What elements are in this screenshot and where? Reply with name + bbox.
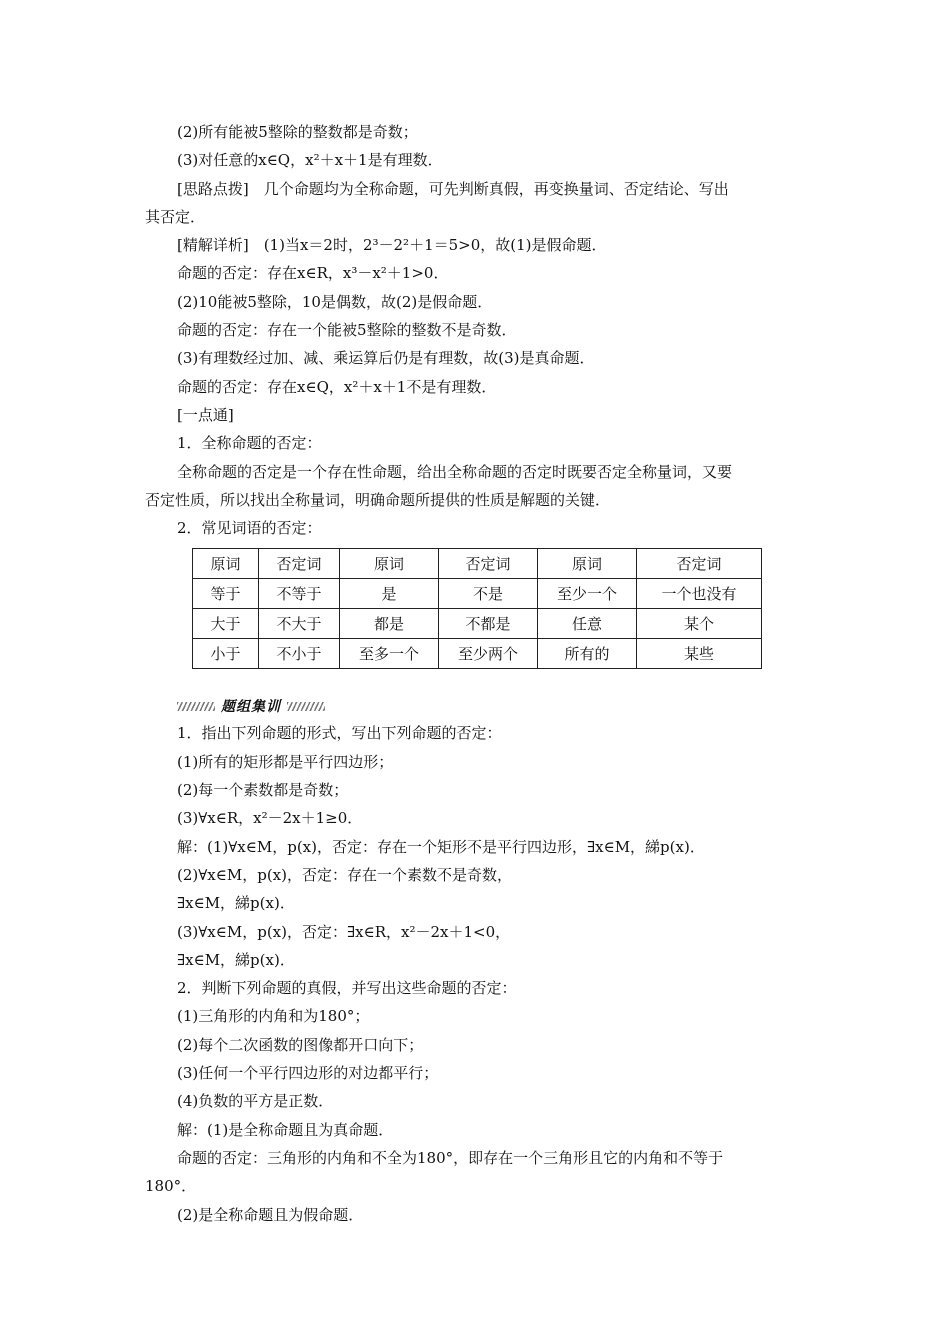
text-line: (1)所有的矩形都是平行四边形；: [177, 752, 394, 771]
table-row: [193, 579, 762, 609]
text-line: 1．指出下列命题的形式，写出下列命题的否定：: [177, 724, 502, 743]
document-page: [145, 118, 815, 1229]
text-line: (4)负数的平方是正数．: [177, 1092, 334, 1111]
text-line: (3)任何一个平行四边形的对边都平行；: [177, 1064, 439, 1083]
table-cell: 任意: [538, 609, 637, 639]
text-line: (3)∀x∈R，x²－2x＋1≥0．: [177, 809, 363, 828]
text-line: 其否定．: [145, 207, 206, 226]
text-line: 180°．: [145, 1177, 197, 1196]
table-cell: 某些: [637, 639, 762, 669]
text-line: 解：(1)是全称命题且为真命题．: [177, 1120, 394, 1139]
table-cell: 至多一个: [340, 639, 439, 669]
table-cell: 某个: [637, 609, 762, 639]
negation-table-wrapper: [192, 548, 815, 669]
text-line: 否定性质，所以找出全称量词，明确命题所提供的性质是解题的关键．: [145, 490, 611, 509]
table-row: [193, 639, 762, 669]
table-cell: 大于: [193, 609, 259, 639]
table-cell: 至少一个: [538, 579, 637, 609]
text-line: 1．全称命题的否定：: [177, 434, 322, 453]
text-line: (3)有理数经过加、减、乘运算后仍是有理数，故(3)是真命题．: [177, 349, 595, 368]
table-cell: 等于: [193, 579, 259, 609]
text-line: 解：(1)∀x∈M，p(x)，否定：存在一个矩形不是平行四边形，∃x∈M，綈p(x)．: [177, 837, 705, 856]
table-cell: 不大于: [259, 609, 340, 639]
table-header-row: [193, 549, 762, 579]
table-cell: 是: [340, 579, 439, 609]
text-line: 命题的否定：存在x∈R，x³－x²＋1>0．: [177, 264, 449, 283]
table-cell: 不等于: [259, 579, 340, 609]
table-cell: 不小于: [259, 639, 340, 669]
table-cell: 不是: [439, 579, 538, 609]
hatch-decoration-right: [287, 702, 325, 711]
table-cell: 原词: [538, 549, 637, 579]
text-line: [思路点拨] 几个命题均为全称命题，可先判断真假，再变换量词、否定结论、写出: [177, 179, 729, 198]
table-cell: 否定词: [259, 549, 340, 579]
text-line: [精解详析] (1)当x＝2时，2³－2²＋1＝5>0，故(1)是假命题．: [177, 236, 607, 255]
text-line: (2)每个二次函数的图像都开口向下；: [177, 1035, 424, 1054]
text-line: (2)10能被5整除，10是偶数，故(2)是假命题．: [177, 292, 493, 311]
text-line: 2．常见词语的否定：: [177, 519, 322, 538]
text-line: (1)三角形的内角和为180°；: [177, 1007, 370, 1026]
text-line: (3)∀x∈M，p(x)，否定：∃x∈R，x²－2x＋1<0，: [177, 922, 511, 941]
table-cell: 所有的: [538, 639, 637, 669]
table-cell: 都是: [340, 609, 439, 639]
hatch-decoration-left: [177, 702, 215, 711]
table-cell: 不都是: [439, 609, 538, 639]
table-cell: 原词: [193, 549, 259, 579]
text-line: ∃x∈M，綈p(x)．: [177, 950, 295, 969]
text-line: 命题的否定：存在x∈Q，x²＋x＋1不是有理数．: [177, 377, 497, 396]
table-cell: 否定词: [439, 549, 538, 579]
text-line: (3)对任意的x∈Q，x²＋x＋1是有理数．: [177, 151, 443, 170]
text-line: (2)每一个素数都是奇数；: [177, 781, 349, 800]
negation-table: [192, 548, 762, 669]
table-cell: 至少两个: [439, 639, 538, 669]
table-row: [193, 609, 762, 639]
table-cell: 原词: [340, 549, 439, 579]
banner-title: 题组集训: [221, 699, 281, 716]
table-cell: 一个也没有: [637, 579, 762, 609]
text-line: (2)是全称命题且为假命题．: [177, 1205, 364, 1224]
section-banner: [177, 695, 815, 717]
text-line: ∃x∈M，綈p(x)．: [177, 894, 295, 913]
text-line: (2)所有能被5整除的整数都是奇数；: [177, 123, 418, 141]
text-line: 命题的否定：存在一个能被5整除的整数不是奇数．: [177, 321, 517, 340]
table-cell: 否定词: [637, 549, 762, 579]
text-line: 全称命题的否定是一个存在性命题，给出全称命题的否定时既要否定全称量词，又要: [177, 462, 733, 481]
table-cell: 小于: [193, 639, 259, 669]
text-line: 命题的否定：三角形的内角和不全为180°，即存在一个三角形且它的内角和不等于: [177, 1148, 724, 1167]
text-line: 2．判断下列命题的真假，并写出这些命题的否定：: [177, 979, 517, 998]
text-line: [一点通]: [177, 405, 234, 424]
text-line: (2)∀x∈M，p(x)，否定：存在一个素数不是奇数，: [177, 865, 512, 884]
